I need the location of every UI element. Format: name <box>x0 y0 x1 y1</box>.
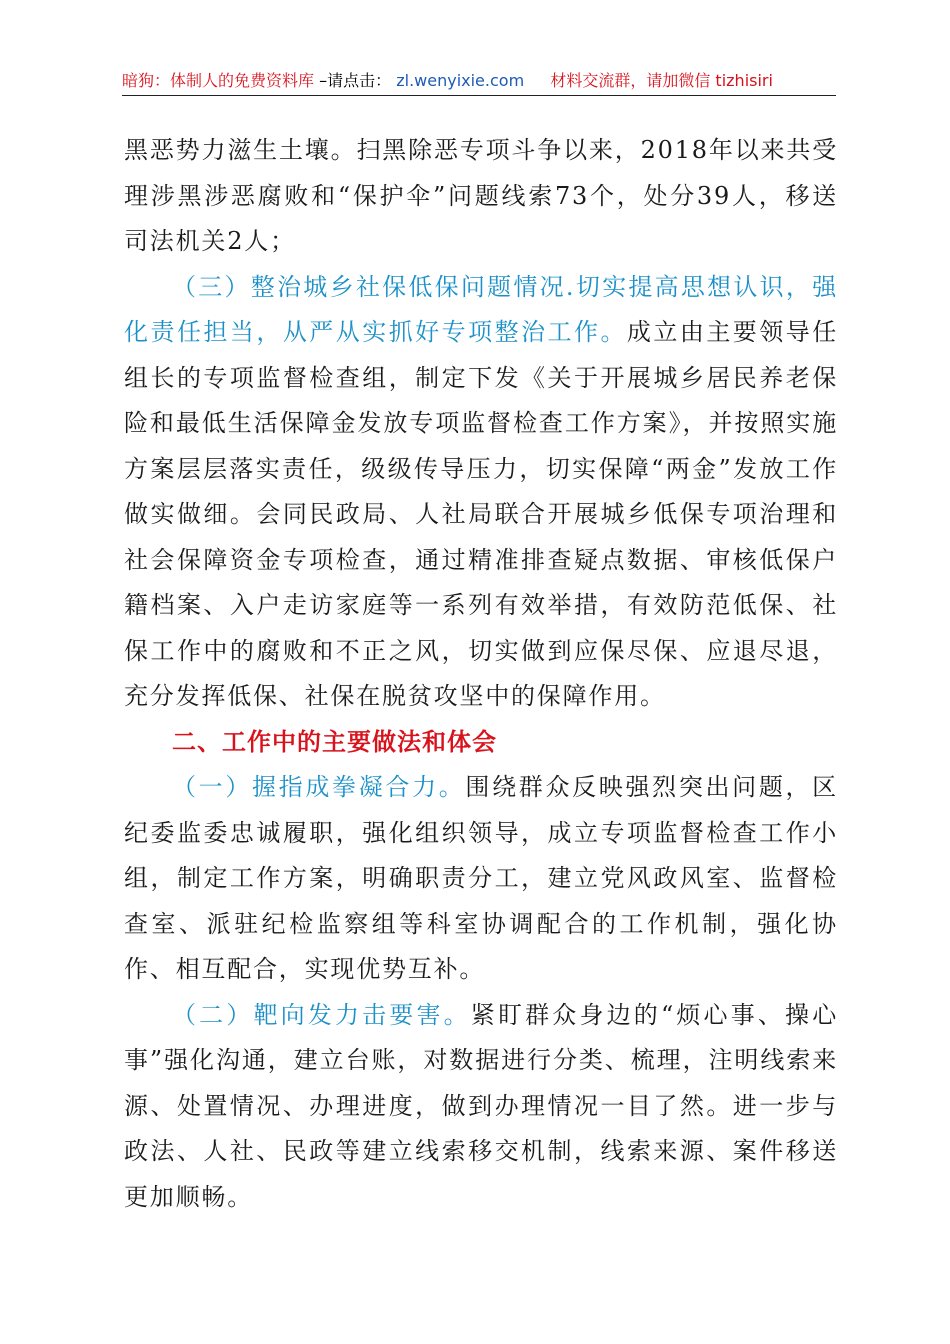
subheading-3-title: （三）整治城乡社保低保问题情况.切实提高思想认识，强化责任担当，从严从实抓好专项整治工作。 <box>124 272 838 346</box>
paragraph-1: 黑恶势力滋生土壤。扫黑除恶专项斗争以来，2018年以来共受理涉黑涉恶腐败和“保护伞”问题线索73个，处分39人，移送司法机关2人； <box>124 136 838 255</box>
paragraph-2 <box>124 265 838 720</box>
header-divider <box>122 95 836 96</box>
header-brand: 暗狗：体制人的免费资料库 <box>122 71 315 90</box>
header-url-link[interactable]: zl.wenyixie.com <box>396 71 525 90</box>
subheading-2-title: （二）靶向发力击要害。 <box>172 1000 471 1029</box>
header-contact: 材料交流群，请加微信 tizhisiri <box>550 71 773 90</box>
paragraph-4-body: 紧盯群众身边的“烦心事、操心事”强化沟通，建立台账，对数据进行分类、梳理，注明线索来源、处置情况、办理进度，做到办理情况一目了然。进一步与政法、人社、民政等建立线索移交机制，线索来源、案件移送更加顺畅。 <box>124 1000 838 1211</box>
section-2-heading: 二、工作中的主要做法和体会 <box>172 727 497 756</box>
page-header <box>122 68 836 94</box>
subheading-1-title: （一）握指成拳凝合力。 <box>172 773 466 801</box>
paragraph-2-body: 成立由主要领导任组长的专项监督检查组，制定下发《关于开展城乡居民养老保险和最低生活保障金发放专项监督检查工作方案》，并按照实施方案层层落实责任，级级传导压力，切实保障“两金”发放工作做实做细。会同民政局、人社局联合开展城乡低保专项治理和社会保障资金专项检查，通过精准排查疑点数据、审核低保户籍档案、入户走访家庭等一系列有效举措，有效防范低保、社保工作中的腐败和不正之风，切实做到应保尽保、应退尽退，充分发挥低保、社保在脱贫攻坚中的保障作用。 <box>124 318 839 710</box>
document-body <box>124 128 838 1220</box>
paragraph-4 <box>124 993 838 1221</box>
paragraph-3-body: 围绕群众反映强烈突出问题，区纪委监委忠诚履职，强化组织领导，成立专项监督检查工作小组，制定工作方案，明确职责分工，建立党风政风室、监督检查室、派驻纪检监察组等科室协调配合的工作机制，强化协作、相互配合，实现优势互补。 <box>124 773 838 983</box>
paragraph-3 <box>124 765 838 993</box>
header-click-prompt: –请点击： <box>319 71 392 90</box>
